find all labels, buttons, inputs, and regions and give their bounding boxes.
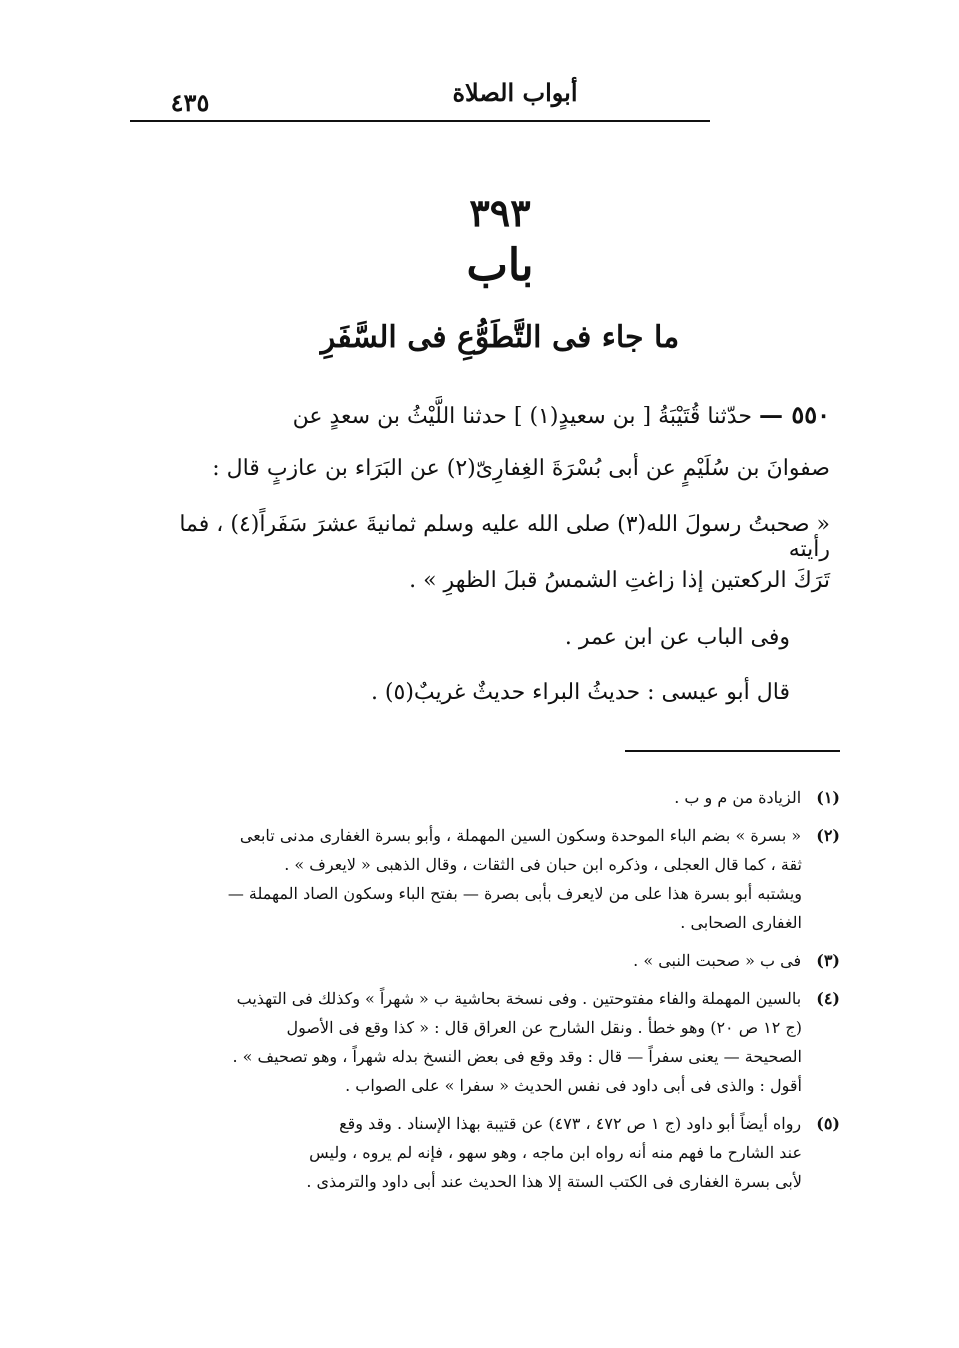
footnote-text: ثقة ، كما قال العجلى ، وذكره ابن حبان فى الثقات ، وقال الذهبى « لايعرف » . — [284, 855, 802, 874]
footnote-text: أقول : والذى فى أبى داود فى نفس الحديث « سفرا » على الصواب . — [345, 1076, 802, 1095]
references-text: وفى الباب عن ابن عمر . — [564, 625, 790, 650]
hadith-number: ٥٥٠ — — [758, 400, 830, 429]
footnote-4 — [178, 984, 840, 1013]
running-title: أبواب الصلاة — [452, 78, 578, 107]
footnote-text: الغفارى الصحابى . — [680, 913, 802, 932]
hadith-text-line: تَرَكَ الركعتين إذا زاغتِ الشمسُ قبلَ الظهرِ » . — [409, 568, 830, 593]
footnote-number: (٤) — [816, 989, 840, 1008]
footnote-3 — [178, 946, 840, 975]
footnote-text: (ج ١٢ ص ٢٠) وهو خطأ . ونقل الشارح عن العراق قال : « كذا وقع فى الأصول — [286, 1018, 802, 1037]
chapter-word: باب — [466, 240, 534, 291]
footnote-text: ويشتبه أبو بسرة هذا على من لايعرف بأبى بصرة — بفتح الباء وسكون الصاد المهملة — — [227, 884, 802, 903]
grading-text: قال أبو عيسى : حديثُ البراء حديثٌ غريبٌ(٥) . — [370, 680, 790, 705]
footnote-number: (٣) — [816, 951, 840, 970]
footnote-number: (٢) — [816, 826, 840, 845]
footnote-text: الزيادة من م و ب . — [674, 788, 802, 807]
hadith-text-line: حدّثنا قُتَيْبَةُ [ بن سعيدٍ(١) ] حدثنا اللَّيْثُ بن سعدٍ عن — [292, 404, 752, 429]
footnotes — [178, 783, 840, 1196]
footnote-text: رواه أيضاً أبو داود (ج ١ ص ٤٧٢ ، ٤٧٣) عن قتيبة بهذا الإسناد . وقد وقع — [339, 1114, 802, 1133]
footnote-5 — [178, 1109, 840, 1138]
footnote-text: عند الشارح ما فهم منه أنه رواه ابن ماجه ، وهو سهو ، فإنه لم يروه ، وليس — [309, 1143, 802, 1162]
chapter-title: ما جاء فى التَّطَوُّعِ فى السَّفَرِ — [320, 320, 680, 355]
header-rule — [130, 120, 710, 122]
footnote-text: « بسرة » بضم الباء الموحدة وسكون السين المهملة ، وأبو بسرة الغفارى مدنى تابعى — [239, 826, 802, 845]
footnote-number: (٥) — [816, 1114, 840, 1133]
footnote-rule — [625, 750, 840, 752]
footnote-1 — [178, 783, 840, 812]
chapter-references — [400, 625, 790, 650]
footnote-text: بالسين المهملة والفاء مفتوحتين . وفى نسخة بحاشية ب « شهراً » وكذلك فى التهذيب — [236, 989, 802, 1008]
footnote-text: الصحيحة — يعنى سفراً — قال : وقد وقع فى بعض النسخ بدله شهراً ، وهو تصحيف » . — [232, 1047, 802, 1066]
footnote-text: لأبى بسرة الغفارى فى الكتب الستة إلا هذا الحديث عند أبى داود والترمذى . — [306, 1172, 802, 1191]
hadith-text-line: صفوانَ بن سُلَيْمٍ عن أبى بُسْرَةَ الغِفارِىّ(٢) عن البَرَاء بن عازبٍ قال : — [212, 456, 830, 481]
hadith-line-1 — [170, 400, 830, 429]
grading-statement — [330, 680, 790, 705]
footnote-2 — [178, 821, 840, 850]
hadith-line-3 — [170, 512, 830, 562]
hadith-line-2 — [170, 456, 830, 481]
footnote-text: فى ب « صحبت النبى » . — [633, 951, 802, 970]
chapter-number: ٣٩٣ — [469, 190, 531, 235]
page-number: ٤٣٥ — [170, 88, 210, 117]
hadith-text-line: « صحبتُ رسولَ الله(٣) صلى الله عليه وسلم ثمانيةَ عشرَ سَفَراً(٤) ، فما رأيته — [179, 512, 830, 562]
footnote-number: (١) — [816, 788, 840, 807]
hadith-line-4 — [170, 568, 830, 593]
